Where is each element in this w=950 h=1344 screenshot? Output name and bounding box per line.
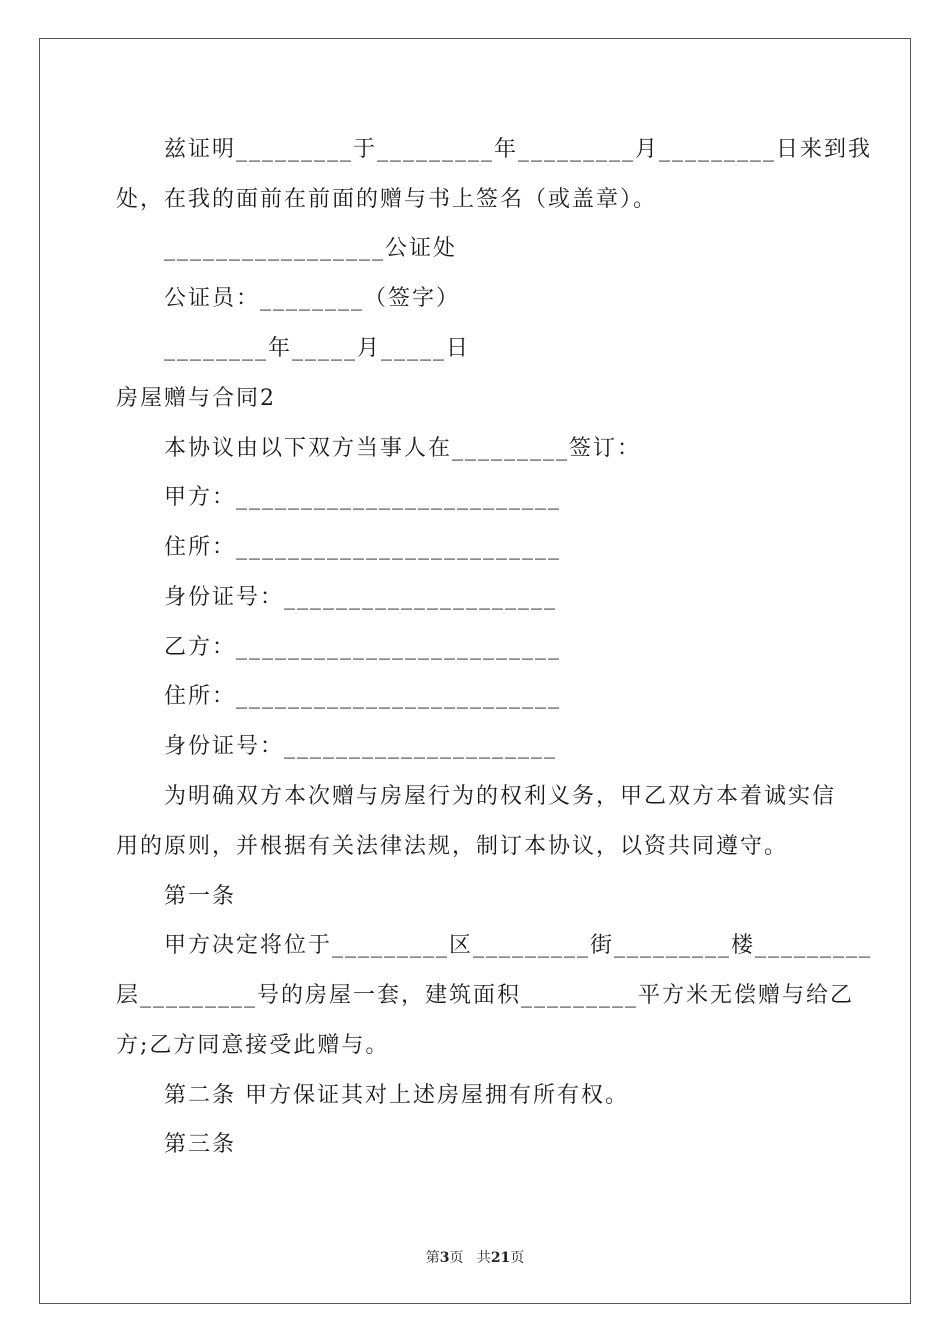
article-heading: 第三条 bbox=[164, 1132, 237, 1157]
page-number: 3 bbox=[439, 1250, 450, 1266]
page-footer bbox=[0, 1247, 950, 1267]
notary-signature-line: 公证员：________（签字） bbox=[164, 286, 461, 311]
party-a-address-field: 住所：_________________________ bbox=[164, 535, 562, 560]
total-prefix: 共 bbox=[476, 1250, 491, 1266]
text-line: 兹证明_________于_________年_________月_________日来到我 bbox=[164, 137, 873, 162]
page-prefix: 第 bbox=[425, 1250, 440, 1266]
party-b-address-field: 住所：_________________________ bbox=[164, 684, 562, 709]
date-line: ________年_____月_____日 bbox=[164, 336, 471, 361]
text-line: 用的原则，并根据有关法律法规，制订本协议，以资共同遵守。 bbox=[116, 834, 789, 859]
party-a-id-field: 身份证号：_____________________ bbox=[164, 585, 558, 610]
text-line: 甲方决定将位于_________区_________街_________楼_________ bbox=[164, 933, 873, 958]
text-line: 本协议由以下双方当事人在_________签订： bbox=[164, 436, 642, 461]
page-unit: 页 bbox=[449, 1250, 464, 1266]
party-a-field: 甲方：_________________________ bbox=[164, 485, 562, 510]
section-title: 房屋赠与合同2 bbox=[116, 386, 276, 411]
text-line: 为明确双方本次赠与房屋行为的权利义务，甲乙双方本着诚实信 bbox=[164, 784, 837, 809]
text-line: 处，在我的面前在前面的赠与书上签名（或盖章）。 bbox=[116, 187, 658, 212]
total-unit: 页 bbox=[510, 1250, 525, 1266]
page-total: 21 bbox=[490, 1250, 511, 1266]
text-line: 层_________号的房屋一套，建筑面积_________平方米无偿赠与给乙 bbox=[116, 983, 855, 1008]
party-b-id-field: 身份证号：_____________________ bbox=[164, 734, 558, 759]
article-heading: 第一条 bbox=[164, 884, 237, 909]
article-heading: 第二条 甲方保证其对上述房屋拥有所有权。 bbox=[164, 1083, 629, 1108]
party-b-field: 乙方：_________________________ bbox=[164, 635, 562, 660]
text-line: 方;乙方同意接受此赠与。 bbox=[116, 1033, 390, 1058]
notary-office-line: _________________公证处 bbox=[164, 236, 458, 261]
